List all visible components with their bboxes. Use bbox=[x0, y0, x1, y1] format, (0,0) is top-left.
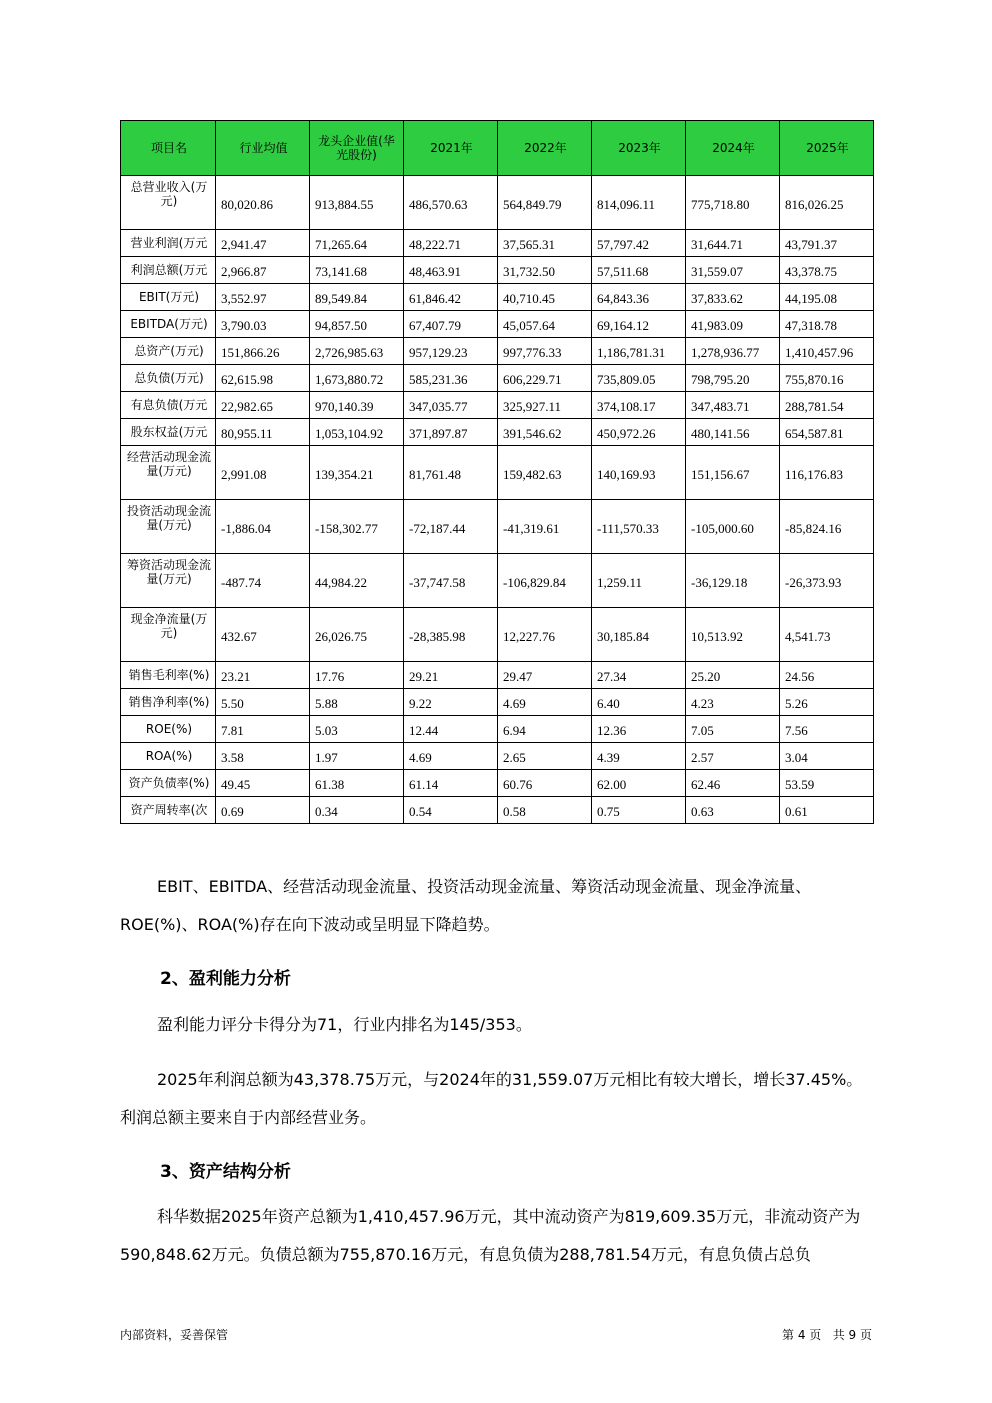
table-cell: 0.69 bbox=[216, 797, 310, 824]
table-row bbox=[121, 365, 874, 392]
table-cell: 24.56 bbox=[780, 662, 874, 689]
table-cell: 67,407.79 bbox=[404, 311, 498, 338]
table-row bbox=[121, 257, 874, 284]
table-cell: 1,410,457.96 bbox=[780, 338, 874, 365]
row-label: 资产周转率(次 bbox=[121, 797, 216, 824]
row-label: 销售毛利率(%) bbox=[121, 662, 216, 689]
table-cell: 9.22 bbox=[404, 689, 498, 716]
table-cell: 970,140.39 bbox=[310, 392, 404, 419]
table-cell: 57,797.42 bbox=[592, 230, 686, 257]
table-row bbox=[121, 797, 874, 824]
header-leader-value: 龙头企业值(华光股份) bbox=[310, 121, 404, 176]
table-cell: 27.34 bbox=[592, 662, 686, 689]
table-cell: 0.63 bbox=[686, 797, 780, 824]
table-cell: 23.21 bbox=[216, 662, 310, 689]
table-cell: 0.54 bbox=[404, 797, 498, 824]
table-body bbox=[121, 176, 874, 824]
table-cell: 2,726,985.63 bbox=[310, 338, 404, 365]
row-label: 总资产(万元) bbox=[121, 338, 216, 365]
table-cell: 89,549.84 bbox=[310, 284, 404, 311]
table-cell: -72,187.44 bbox=[404, 500, 498, 554]
table-cell: 2.57 bbox=[686, 743, 780, 770]
table-cell: 151,156.67 bbox=[686, 446, 780, 500]
table-row bbox=[121, 770, 874, 797]
table-cell: 1,186,781.31 bbox=[592, 338, 686, 365]
row-label: 经营活动现金流量(万元) bbox=[121, 446, 216, 500]
table-cell: 37,565.31 bbox=[498, 230, 592, 257]
table-cell: -487.74 bbox=[216, 554, 310, 608]
table-cell: 60.76 bbox=[498, 770, 592, 797]
table-cell: 71,265.64 bbox=[310, 230, 404, 257]
table-cell: 7.56 bbox=[780, 716, 874, 743]
table-cell: 12.44 bbox=[404, 716, 498, 743]
table-cell: 816,026.25 bbox=[780, 176, 874, 230]
table-row bbox=[121, 608, 874, 662]
table-cell: 31,644.71 bbox=[686, 230, 780, 257]
table-cell: 5.88 bbox=[310, 689, 404, 716]
row-label: 资产负债率(%) bbox=[121, 770, 216, 797]
table-cell: 41,983.09 bbox=[686, 311, 780, 338]
row-label: 有息负债(万元 bbox=[121, 392, 216, 419]
table-cell: 3.58 bbox=[216, 743, 310, 770]
table-row bbox=[121, 743, 874, 770]
table-cell: 4.39 bbox=[592, 743, 686, 770]
table-cell: 7.05 bbox=[686, 716, 780, 743]
table-cell: 0.61 bbox=[780, 797, 874, 824]
row-label: 总负债(万元) bbox=[121, 365, 216, 392]
table-cell: 37,833.62 bbox=[686, 284, 780, 311]
table-cell: 347,035.77 bbox=[404, 392, 498, 419]
row-label: 现金净流量(万元) bbox=[121, 608, 216, 662]
row-label: 总营业收入(万元) bbox=[121, 176, 216, 230]
table-row bbox=[121, 311, 874, 338]
table-cell: 997,776.33 bbox=[498, 338, 592, 365]
table-cell: 798,795.20 bbox=[686, 365, 780, 392]
section-2-paragraph-1: 盈利能力评分卡得分为71，行业内排名为145/353。 bbox=[157, 1015, 532, 1034]
table-cell: 2.65 bbox=[498, 743, 592, 770]
table-cell: 48,463.91 bbox=[404, 257, 498, 284]
table-cell: 957,129.23 bbox=[404, 338, 498, 365]
row-label: 营业利润(万元 bbox=[121, 230, 216, 257]
table-cell: 325,927.11 bbox=[498, 392, 592, 419]
table-cell: 57,511.68 bbox=[592, 257, 686, 284]
table-cell: 49.45 bbox=[216, 770, 310, 797]
table-cell: 140,169.93 bbox=[592, 446, 686, 500]
table-cell: 3,552.97 bbox=[216, 284, 310, 311]
table-cell: 22,982.65 bbox=[216, 392, 310, 419]
table-cell: 31,732.50 bbox=[498, 257, 592, 284]
footer-page-number: 第 4 页 共 9 页 bbox=[782, 1328, 872, 1342]
row-label: EBIT(万元) bbox=[121, 284, 216, 311]
table-cell: 29.47 bbox=[498, 662, 592, 689]
header-year-2025: 2025年 bbox=[780, 121, 874, 176]
table-cell: -106,829.84 bbox=[498, 554, 592, 608]
table-cell: 432.67 bbox=[216, 608, 310, 662]
table-cell: 735,809.05 bbox=[592, 365, 686, 392]
table-cell: 755,870.16 bbox=[780, 365, 874, 392]
table-cell: 94,857.50 bbox=[310, 311, 404, 338]
table-cell: 391,546.62 bbox=[498, 419, 592, 446]
table-cell: -1,886.04 bbox=[216, 500, 310, 554]
table-row bbox=[121, 284, 874, 311]
table-cell: 116,176.83 bbox=[780, 446, 874, 500]
table-cell: 12,227.76 bbox=[498, 608, 592, 662]
table-cell: 564,849.79 bbox=[498, 176, 592, 230]
trend-paragraph: EBIT、EBITDA、经营活动现金流量、投资活动现金流量、筹资活动现金流量、现金净流量、ROE(%)、ROA(%)存在向下波动或呈明显下降趋势。 bbox=[120, 877, 812, 934]
row-label: 股东权益(万元 bbox=[121, 419, 216, 446]
table-cell: 17.76 bbox=[310, 662, 404, 689]
row-label: ROA(%) bbox=[121, 743, 216, 770]
table-cell: 5.50 bbox=[216, 689, 310, 716]
table-row bbox=[121, 716, 874, 743]
table-cell: 480,141.56 bbox=[686, 419, 780, 446]
table-row bbox=[121, 500, 874, 554]
table-cell: -85,824.16 bbox=[780, 500, 874, 554]
table-cell: 73,141.68 bbox=[310, 257, 404, 284]
table-cell: 4.69 bbox=[404, 743, 498, 770]
section-2-heading: 2、盈利能力分析 bbox=[160, 969, 291, 989]
table-cell: 30,185.84 bbox=[592, 608, 686, 662]
table-cell: 48,222.71 bbox=[404, 230, 498, 257]
header-year-2022: 2022年 bbox=[498, 121, 592, 176]
table-cell: 44,984.22 bbox=[310, 554, 404, 608]
table-cell: -26,373.93 bbox=[780, 554, 874, 608]
table-cell: -36,129.18 bbox=[686, 554, 780, 608]
table-cell: 0.58 bbox=[498, 797, 592, 824]
table-cell: 0.34 bbox=[310, 797, 404, 824]
footer-confidential-note: 内部资料，妥善保管 bbox=[120, 1328, 229, 1342]
row-label: ROE(%) bbox=[121, 716, 216, 743]
table-cell: 3.04 bbox=[780, 743, 874, 770]
row-label: 投资活动现金流量(万元) bbox=[121, 500, 216, 554]
table-cell: 25.20 bbox=[686, 662, 780, 689]
table-cell: 151,866.26 bbox=[216, 338, 310, 365]
table-cell: 1,673,880.72 bbox=[310, 365, 404, 392]
table-cell: 374,108.17 bbox=[592, 392, 686, 419]
table-cell: 61.38 bbox=[310, 770, 404, 797]
table-cell: 288,781.54 bbox=[780, 392, 874, 419]
table-cell: 585,231.36 bbox=[404, 365, 498, 392]
section-3-heading: 3、资产结构分析 bbox=[160, 1162, 291, 1182]
table-cell: 1.97 bbox=[310, 743, 404, 770]
table-cell: 80,955.11 bbox=[216, 419, 310, 446]
table-row bbox=[121, 554, 874, 608]
table-cell: 62,615.98 bbox=[216, 365, 310, 392]
table-cell: 4.69 bbox=[498, 689, 592, 716]
table-row bbox=[121, 662, 874, 689]
table-cell: 0.75 bbox=[592, 797, 686, 824]
table-cell: 1,053,104.92 bbox=[310, 419, 404, 446]
table-cell: 606,229.71 bbox=[498, 365, 592, 392]
table-cell: 62.00 bbox=[592, 770, 686, 797]
table-cell: 43,378.75 bbox=[780, 257, 874, 284]
table-cell: 371,897.87 bbox=[404, 419, 498, 446]
table-header-row bbox=[121, 121, 874, 176]
table-cell: 43,791.37 bbox=[780, 230, 874, 257]
header-year-2024: 2024年 bbox=[686, 121, 780, 176]
table-cell: 4.23 bbox=[686, 689, 780, 716]
row-label: 筹资活动现金流量(万元) bbox=[121, 554, 216, 608]
table-row bbox=[121, 689, 874, 716]
table-cell: 80,020.86 bbox=[216, 176, 310, 230]
table-cell: 10,513.92 bbox=[686, 608, 780, 662]
table-cell: -111,570.33 bbox=[592, 500, 686, 554]
table-cell: 2,966.87 bbox=[216, 257, 310, 284]
table-cell: 6.94 bbox=[498, 716, 592, 743]
table-cell: -158,302.77 bbox=[310, 500, 404, 554]
table-cell: 159,482.63 bbox=[498, 446, 592, 500]
table-cell: 61,846.42 bbox=[404, 284, 498, 311]
table-cell: 913,884.55 bbox=[310, 176, 404, 230]
table-cell: 53.59 bbox=[780, 770, 874, 797]
header-industry-avg: 行业均值 bbox=[216, 121, 310, 176]
table-cell: 1,278,936.77 bbox=[686, 338, 780, 365]
table-cell: 29.21 bbox=[404, 662, 498, 689]
table-cell: 1,259.11 bbox=[592, 554, 686, 608]
table-cell: 814,096.11 bbox=[592, 176, 686, 230]
table-cell: 47,318.78 bbox=[780, 311, 874, 338]
table-cell: -105,000.60 bbox=[686, 500, 780, 554]
section-3-paragraph-1: 科华数据2025年资产总额为1,410,457.96万元，其中流动资产为819,609.35万元，非流动资产为590,848.62万元。负债总额为755,870.16万元，有息负债为288,781.54万元，有息负债占总负 bbox=[120, 1207, 861, 1264]
table-cell: -41,319.61 bbox=[498, 500, 592, 554]
table-cell: -37,747.58 bbox=[404, 554, 498, 608]
table-cell: 2,941.47 bbox=[216, 230, 310, 257]
table-row bbox=[121, 176, 874, 230]
table-cell: 26,026.75 bbox=[310, 608, 404, 662]
table-cell: 139,354.21 bbox=[310, 446, 404, 500]
header-year-2023: 2023年 bbox=[592, 121, 686, 176]
table-row bbox=[121, 230, 874, 257]
row-label: 销售净利率(%) bbox=[121, 689, 216, 716]
table-cell: 775,718.80 bbox=[686, 176, 780, 230]
table-cell: 3,790.03 bbox=[216, 311, 310, 338]
table-cell: 7.81 bbox=[216, 716, 310, 743]
table-cell: 2,991.08 bbox=[216, 446, 310, 500]
table-cell: 81,761.48 bbox=[404, 446, 498, 500]
table-cell: 450,972.26 bbox=[592, 419, 686, 446]
table-cell: 6.40 bbox=[592, 689, 686, 716]
table-cell: 64,843.36 bbox=[592, 284, 686, 311]
table-cell: 486,570.63 bbox=[404, 176, 498, 230]
table-cell: 62.46 bbox=[686, 770, 780, 797]
table-cell: 31,559.07 bbox=[686, 257, 780, 284]
table-cell: 12.36 bbox=[592, 716, 686, 743]
table-cell: 45,057.64 bbox=[498, 311, 592, 338]
table-row bbox=[121, 338, 874, 365]
table-cell: 4,541.73 bbox=[780, 608, 874, 662]
section-2-paragraph-2: 2025年利润总额为43,378.75万元，与2024年的31,559.07万元相比有较大增长，增长37.45%。利润总额主要来自于内部经营业务。 bbox=[120, 1070, 863, 1127]
table-cell: 40,710.45 bbox=[498, 284, 592, 311]
row-label: 利润总额(万元 bbox=[121, 257, 216, 284]
table-cell: 44,195.08 bbox=[780, 284, 874, 311]
table-cell: 69,164.12 bbox=[592, 311, 686, 338]
financial-table bbox=[120, 120, 874, 824]
table-row bbox=[121, 419, 874, 446]
table-row bbox=[121, 446, 874, 500]
header-year-2021: 2021年 bbox=[404, 121, 498, 176]
table-cell: 5.26 bbox=[780, 689, 874, 716]
table-cell: 61.14 bbox=[404, 770, 498, 797]
row-label: EBITDA(万元) bbox=[121, 311, 216, 338]
table-cell: 654,587.81 bbox=[780, 419, 874, 446]
table-row bbox=[121, 392, 874, 419]
header-item-name: 项目名 bbox=[121, 121, 216, 176]
table-cell: -28,385.98 bbox=[404, 608, 498, 662]
table-cell: 5.03 bbox=[310, 716, 404, 743]
table-cell: 347,483.71 bbox=[686, 392, 780, 419]
